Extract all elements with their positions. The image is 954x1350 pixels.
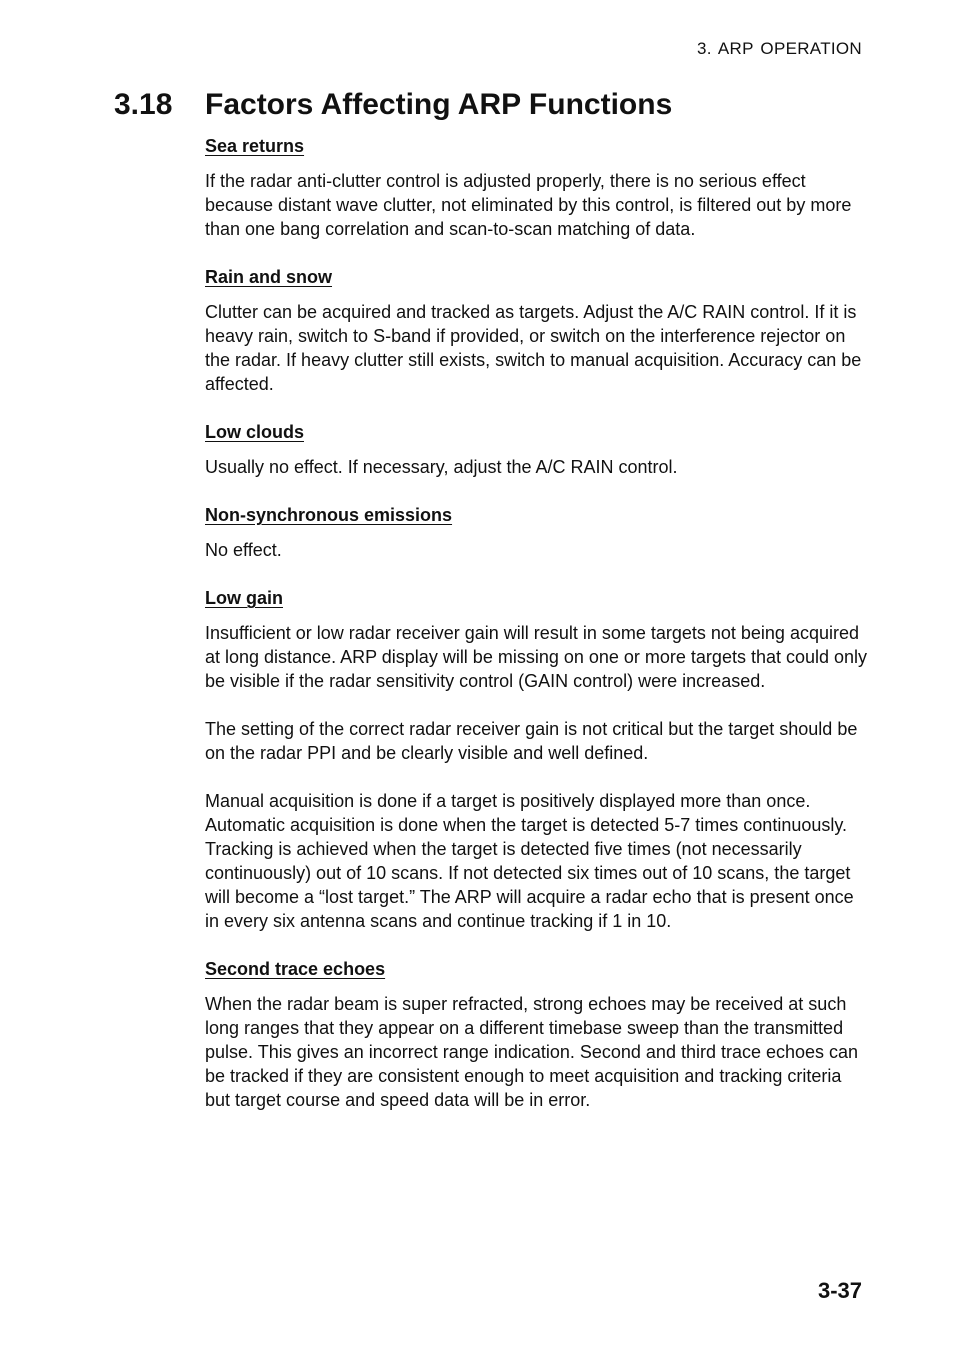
section-number: 3.18	[114, 88, 173, 121]
page-number: 3-37	[817, 1278, 862, 1303]
paragraph-low-gain-1: Insufficient or low radar receiver gain will result in some targets not being acquired at long distance. ARP display will be missing on one or more targets that could only be visible if the radar sensitivity control (GAIN control) were increased.	[205, 623, 868, 691]
paragraph-sea-returns: If the radar anti-clutter control is adjusted properly, there is no serious effect because distant wave clutter, not eliminated by this control, is filtered out by more than one bang correlation and scan-to-scan matching of data.	[205, 171, 852, 239]
running-head: 3. ARP OPERATION	[697, 39, 862, 58]
paragraph-low-gain-2: The setting of the correct radar receiver gain is not critical but the target should be on the radar PPI and be clearly visible and well defined.	[205, 719, 858, 763]
subheading-non-synchronous-emissions: Non-synchronous emissions	[205, 505, 453, 525]
paragraph-low-gain-3: Manual acquisition is done if a target is positively displayed more than once. Automatic acquisition is done when the target is detected 5-7 times continuously. Tracking is achieved when the target is detected five times (not necessarily continuously) out of 10 scans. If not detected six times out of 10 scans, the target will become a “lost target.” The ARP will acquire a radar echo that is present once in every six antenna scans and continue tracking if 1 in 10.	[205, 791, 854, 931]
subheading-sea-returns: Sea returns	[205, 136, 305, 156]
section-title-text: Factors Affecting ARP Functions	[205, 88, 673, 121]
section-title	[114, 88, 672, 122]
paragraph-second-trace-echoes: When the radar beam is super refracted, strong echoes may be received at such long ranges that they appear on a different timebase sweep than the transmitted pulse. This gives an incorrect range indication. Second and third trace echoes can be tracked if they are consistent enough to meet acquisition and tracking criteria but target course and speed data will be in error.	[205, 994, 859, 1110]
paragraph-low-clouds: Usually no effect. If necessary, adjust the A/C RAIN control.	[205, 457, 678, 477]
section-content	[205, 134, 870, 1136]
subheading-low-clouds: Low clouds	[205, 422, 304, 442]
paragraph-non-synchronous-emissions: No effect.	[205, 540, 282, 560]
subheading-second-trace-echoes: Second trace echoes	[205, 959, 386, 979]
paragraph-rain-and-snow: Clutter can be acquired and tracked as targets. Adjust the A/C RAIN control. If it is heavy rain, switch to S-band if provided, or switch on the interference rejector on the radar. If heavy clutter still exists, switch to manual acquisition. Accuracy can be affected.	[205, 302, 862, 394]
subheading-low-gain: Low gain	[205, 588, 283, 608]
subheading-rain-and-snow: Rain and snow	[205, 267, 333, 287]
